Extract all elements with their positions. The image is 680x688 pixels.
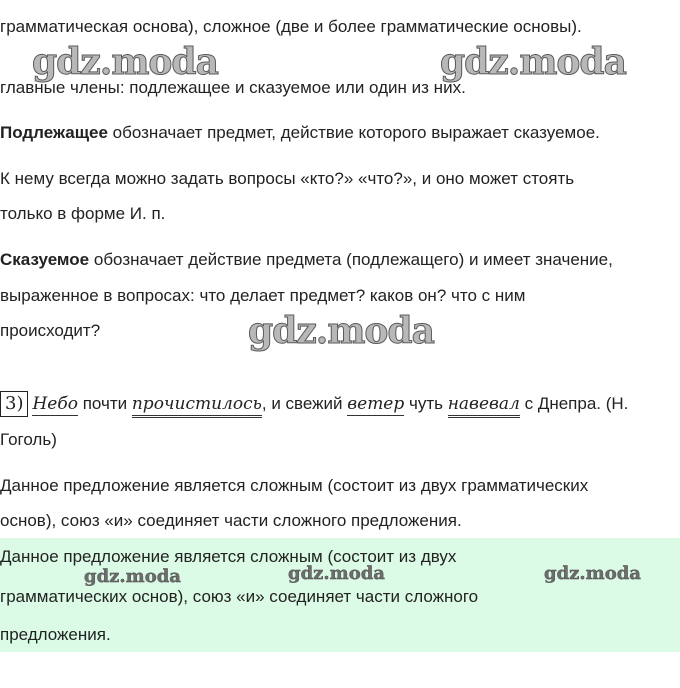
watermark: gdz.moda [84,566,181,587]
watermark: gdz.moda [32,41,218,83]
answer-line: грамматических основ), союз «и» соединяет части сложного [0,587,479,606]
subject-definition [0,122,600,144]
definition-text: обозначает предмет, действие которого выражает сказуемое. [107,123,600,142]
answer-line: Данное предложение является сложным (состоит из двух [0,547,457,566]
text-fragment: чуть [404,394,448,413]
term-predicate: Сказуемое [0,250,90,269]
text-fragment: с Днепра. (Н. [519,394,629,413]
text-line: выраженное в вопросах: что делает предмет? каков он? что с ним [0,286,526,305]
subject-word: Небо [32,394,78,414]
term-subject: Подлежащее [0,123,108,142]
text-line: основ), союз «и» соединяет части сложного предложения. [0,511,462,530]
predicate-word: навевал [448,394,520,418]
watermark: gdz.moda [440,41,626,83]
watermark: gdz.moda [248,310,434,352]
text-line: только в форме И. п. [0,204,166,223]
text-line: Данное предложение является сложным (состоит из двух грамматических [0,476,589,495]
watermark: gdz.moda [288,563,385,584]
example-number: 3) [0,391,28,417]
text-line: Гоголь) [0,430,57,449]
text-fragment: почти [77,394,132,413]
text-line: грамматическая основа), сложное (две и более грамматические основы). [0,17,582,36]
text-fragment: , и свежий [261,394,348,413]
answer-line: предложения. [0,625,111,644]
text-line: происходит? [0,321,101,340]
example-sentence [0,391,628,417]
predicate-definition [0,249,613,271]
text-line: К нему всегда можно задать вопросы «кто?» «что?», и оно может стоять [0,169,575,188]
text-line: главные члены: подлежащее и сказуемое или один из них. [0,78,466,97]
watermark: gdz.moda [544,563,641,584]
subject-word: ветер [347,394,405,414]
predicate-word: прочистилось [132,394,262,418]
definition-text: обозначает действие предмета (подлежащего) и имеет значение, [89,250,613,269]
